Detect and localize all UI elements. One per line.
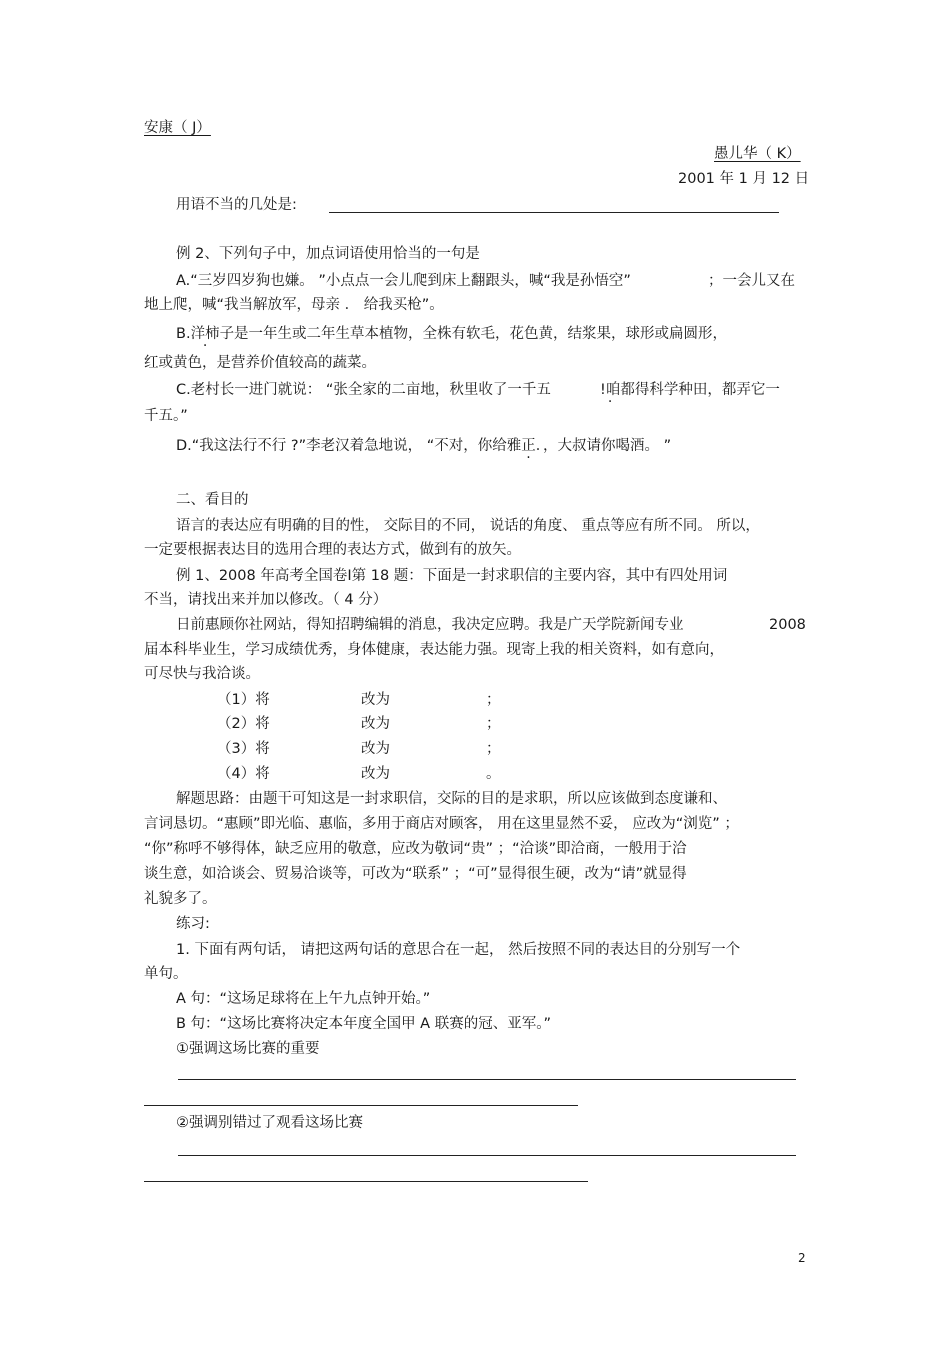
solution-line5: 礼貌多了。 <box>144 891 217 907</box>
option-d-line <box>176 436 671 456</box>
option-c-tail: 都得科学种田，都弄它一 <box>620 382 780 398</box>
letter-date: 2001 年 1 月 12 日 <box>678 171 810 187</box>
job-letter-line3: 可尽快与我洽谈。 <box>144 666 260 682</box>
option-d-tail: ．，大叔请你喝酒。 ” <box>535 438 672 454</box>
example2-title: 例 2、下列句子中，加点词语使用恰当的一句是 <box>176 246 480 262</box>
fill-item-3-end: ； <box>486 741 501 757</box>
sentence-b: B 句：“这场比赛将决定本年度全国甲 A 联赛的冠、亚军。” <box>176 1016 551 1032</box>
job-letter-line2: 届本科毕业生，学习成绩优秀，身体健康，表达能力强。现寄上我的相关资料，如有意向， <box>144 642 724 658</box>
option-a-text: A.“三岁四岁狗也嫌。 ”小点点一会儿爬到床上翻跟头，喊“我是孙悟空” <box>176 273 631 289</box>
task1-answer-line2 <box>144 1105 578 1106</box>
answer-line <box>329 212 779 213</box>
option-a-line2 <box>144 295 444 315</box>
question1-line1: 1. 下面有两句话， 请把这两句话的意思合在一起， 然后按照不同的表达目的分别写一个 <box>176 942 741 958</box>
solution-line1: 解题思路：由题干可知这是一封求职信，交际的目的是求职，所以应该做到态度谦和、 <box>176 791 727 807</box>
option-b-label: B. <box>176 326 191 342</box>
letter-signature: 愚儿华（ K） <box>714 146 801 162</box>
option-a-text3: 给我买枪”。 <box>363 297 444 313</box>
task2-answer-line2 <box>144 1181 588 1182</box>
option-a-dot: ． <box>344 297 360 313</box>
option-b-line1 <box>176 324 727 344</box>
solution-line4: 谈生意，如洽谈会、贸易洽谈等，可改为“联系” ；“可”显得很生硬，改为“请”就显得 <box>144 866 687 882</box>
job-letter-year: 2008 <box>769 617 806 633</box>
fill-item-1-label: （1）将 <box>217 692 270 708</box>
fill-item-2-label: （2）将 <box>217 716 270 732</box>
section2-para1: 语言的表达应有明确的目的性， 交际目的不同， 说话的角度、 重点等应有所不同。 所以， <box>176 518 760 534</box>
solution-line3: “你”称呼不够得体，缺乏应用的敬意，应改为敬词“贵” ；“洽谈”即洽商，一般用于洽 <box>144 841 687 857</box>
fill-item-1-mid: 改为 <box>361 692 390 708</box>
page-number: 2 <box>798 1251 806 1265</box>
letter-greeting: 安康（ J） <box>144 120 211 136</box>
question1-line2: 单句。 <box>144 966 188 982</box>
fill-item-4-end: 。 <box>486 766 501 782</box>
option-c-mid <box>600 380 780 400</box>
option-b-line2: 红或黄色，是营养价值较高的蔬菜。 <box>144 355 376 371</box>
practice-heading: 练习: <box>176 916 210 932</box>
option-d-dotted-word: 正 <box>521 438 536 454</box>
fill-item-4-label: （4）将 <box>217 766 270 782</box>
option-b-text: 子是一年生或二年生草本植物，全株有软毛，花色黄，结浆果，球形或扁圆形， <box>219 326 728 342</box>
fill-item-4-mid: 改为 <box>361 766 390 782</box>
option-c-dotted-word: !咱 . <box>600 382 620 398</box>
fill-item-3-label: （3）将 <box>217 741 270 757</box>
option-a-line1 <box>176 271 631 291</box>
improper-prompt: 用语不当的几处是: <box>176 197 297 213</box>
fill-item-2-end: ； <box>486 716 501 732</box>
example1-line1: 例 1、2008 年高考全国卷Ⅰ第 18 题：下面是一封求职信的主要内容，其中有四处用词 <box>176 568 728 584</box>
option-d-text: D.“我这法行不行 ?”李老汉着急地说， “不对，你给雅 <box>176 438 522 454</box>
task1-answer-line1 <box>178 1079 796 1080</box>
sentence-a: A 句：“这场足球将在上午九点钟开始。” <box>176 991 431 1007</box>
task2-answer-line1 <box>178 1155 796 1156</box>
fill-item-3-mid: 改为 <box>361 741 390 757</box>
example1-line2: 不当，请找出来并加以修改。（ 4 分） <box>144 592 388 608</box>
task2-prompt: ②强调别错过了观看这场比赛 <box>176 1115 363 1131</box>
section2-para2: 一定要根据表达目的选用合理的表达方式，做到有的放矢。 <box>144 542 521 558</box>
option-c-line2: 千五。” <box>144 408 188 424</box>
section2-heading: 二、看目的 <box>176 492 249 508</box>
fill-item-1-end: ； <box>486 692 501 708</box>
fill-item-2-mid: 改为 <box>361 716 390 732</box>
option-a-tail: ；一会儿又在 <box>708 273 795 289</box>
solution-line2: 言词恳切。“惠顾”即光临、惠临，多用于商店对顾客， 用在这里显然不妥， 应改为“浏览” ； <box>144 816 739 832</box>
option-b-dotted-word: 洋柿 <box>190 326 220 342</box>
job-letter-line1: 日前惠顾你社网站，得知招聘编辑的消息，我决定应聘。我是广天学院新闻专业 <box>176 617 684 633</box>
task1-prompt: ①强调这场比赛的重要 <box>176 1041 320 1057</box>
option-c-line1: C.老村长一进门就说： “张全家的二亩地，秋里收了一千五 <box>176 382 551 398</box>
option-a-text2: 地上爬，喊“我当解放军，母亲 <box>144 297 341 313</box>
